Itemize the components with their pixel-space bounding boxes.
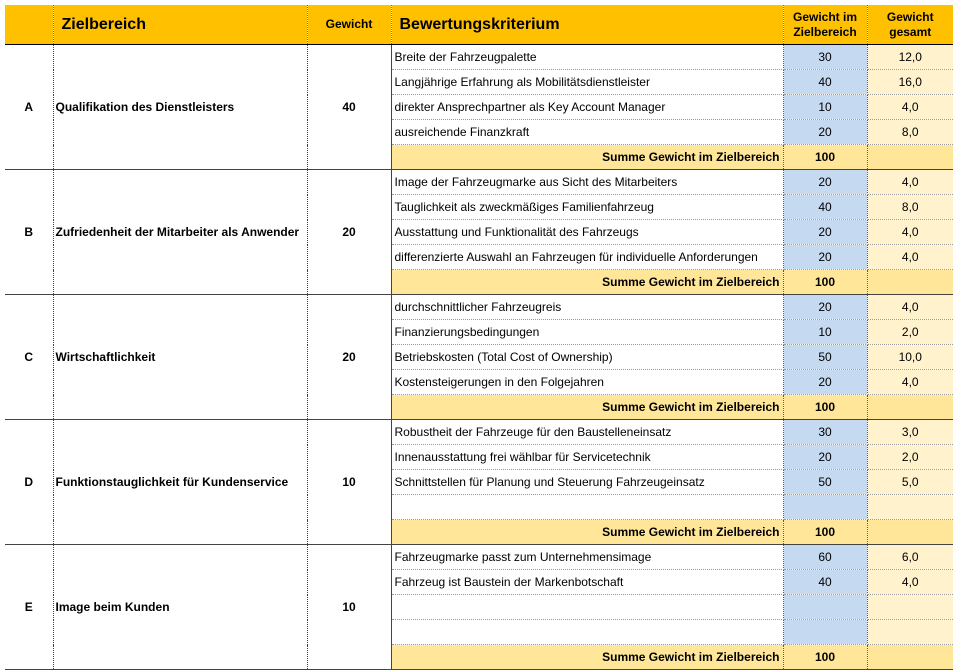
group-letter[interactable]: E <box>5 545 53 670</box>
weight-in-area-cell[interactable]: 20 <box>783 170 867 195</box>
weight-in-area-cell[interactable]: 40 <box>783 570 867 595</box>
weight-in-area-cell[interactable]: 40 <box>783 70 867 95</box>
weight-in-area-cell[interactable]: 20 <box>783 220 867 245</box>
criterion-cell[interactable]: Langjährige Erfahrung als Mobilitätsdienstleister <box>391 70 783 95</box>
weight-in-area-cell[interactable]: 20 <box>783 445 867 470</box>
weight-in-area-cell[interactable] <box>783 620 867 645</box>
weight-total-cell[interactable] <box>867 595 953 620</box>
group-zielbereich[interactable]: Wirtschaftlichkeit <box>53 295 307 420</box>
header-gewicht[interactable]: Gewicht <box>307 5 391 45</box>
header-row <box>5 5 953 45</box>
weight-total-cell[interactable]: 8,0 <box>867 120 953 145</box>
criterion-row <box>5 420 953 445</box>
sum-total-cell[interactable] <box>867 270 953 295</box>
sum-label[interactable]: Summe Gewicht im Zielbereich <box>391 645 783 670</box>
criterion-cell[interactable]: Fahrzeug ist Baustein der Markenbotschaft <box>391 570 783 595</box>
group-letter[interactable]: D <box>5 420 53 545</box>
weight-total-cell[interactable]: 2,0 <box>867 445 953 470</box>
group-gewicht[interactable]: 20 <box>307 295 391 420</box>
weight-total-cell[interactable]: 4,0 <box>867 220 953 245</box>
group-gewicht[interactable]: 20 <box>307 170 391 295</box>
sum-value[interactable]: 100 <box>783 645 867 670</box>
criterion-cell[interactable] <box>391 620 783 645</box>
criterion-cell[interactable]: Tauglichkeit als zweckmäßiges Familienfahrzeug <box>391 195 783 220</box>
group-letter[interactable]: C <box>5 295 53 420</box>
criterion-row <box>5 545 953 570</box>
criterion-cell[interactable]: ausreichende Finanzkraft <box>391 120 783 145</box>
sum-label[interactable]: Summe Gewicht im Zielbereich <box>391 145 783 170</box>
weight-total-cell[interactable]: 4,0 <box>867 570 953 595</box>
criterion-cell[interactable]: Schnittstellen für Planung und Steuerung Fahrzeugeinsatz <box>391 470 783 495</box>
weight-total-cell[interactable] <box>867 495 953 520</box>
weight-total-cell[interactable]: 16,0 <box>867 70 953 95</box>
criterion-cell[interactable]: Image der Fahrzeugmarke aus Sicht des Mitarbeiters <box>391 170 783 195</box>
header-zielbereich[interactable]: Zielbereich <box>53 5 307 45</box>
weight-total-cell[interactable]: 4,0 <box>867 95 953 120</box>
sum-value[interactable]: 100 <box>783 520 867 545</box>
criterion-cell[interactable]: differenzierte Auswahl an Fahrzeugen für individuelle Anforderungen <box>391 245 783 270</box>
weight-in-area-cell[interactable]: 30 <box>783 45 867 70</box>
sum-label[interactable]: Summe Gewicht im Zielbereich <box>391 270 783 295</box>
weighting-sheet <box>5 5 953 670</box>
sum-total-cell[interactable] <box>867 520 953 545</box>
weight-in-area-cell[interactable]: 60 <box>783 545 867 570</box>
criterion-cell[interactable]: Kostensteigerungen in den Folgejahren <box>391 370 783 395</box>
criterion-cell[interactable]: Betriebskosten (Total Cost of Ownership) <box>391 345 783 370</box>
weight-total-cell[interactable]: 2,0 <box>867 320 953 345</box>
criterion-row <box>5 295 953 320</box>
criterion-cell[interactable]: Robustheit der Fahrzeuge für den Baustelleneinsatz <box>391 420 783 445</box>
weight-total-cell[interactable]: 8,0 <box>867 195 953 220</box>
group-zielbereich[interactable]: Funktionstauglichkeit für Kundenservice <box>53 420 307 545</box>
group-zielbereich[interactable]: Zufriedenheit der Mitarbeiter als Anwender <box>53 170 307 295</box>
weight-total-cell[interactable]: 10,0 <box>867 345 953 370</box>
group-letter[interactable]: B <box>5 170 53 295</box>
group-letter[interactable]: A <box>5 45 53 170</box>
weight-total-cell[interactable]: 12,0 <box>867 45 953 70</box>
group-zielbereich[interactable]: Qualifikation des Dienstleisters <box>53 45 307 170</box>
criterion-cell[interactable]: Innenausstattung frei wählbar für Servicetechnik <box>391 445 783 470</box>
criterion-cell[interactable]: direkter Ansprechpartner als Key Account Manager <box>391 95 783 120</box>
weight-total-cell[interactable]: 6,0 <box>867 545 953 570</box>
weight-in-area-cell[interactable]: 20 <box>783 370 867 395</box>
group-gewicht[interactable]: 10 <box>307 545 391 670</box>
weight-in-area-cell[interactable]: 40 <box>783 195 867 220</box>
weight-in-area-cell[interactable]: 10 <box>783 320 867 345</box>
weight-total-cell[interactable]: 4,0 <box>867 170 953 195</box>
sum-total-cell[interactable] <box>867 645 953 670</box>
weight-total-cell[interactable] <box>867 620 953 645</box>
weight-total-cell[interactable]: 4,0 <box>867 295 953 320</box>
sum-value[interactable]: 100 <box>783 270 867 295</box>
weight-total-cell[interactable]: 3,0 <box>867 420 953 445</box>
header-letter[interactable] <box>5 5 53 45</box>
group-gewicht[interactable]: 10 <box>307 420 391 545</box>
weight-total-cell[interactable]: 4,0 <box>867 245 953 270</box>
weight-in-area-cell[interactable]: 20 <box>783 245 867 270</box>
criterion-cell[interactable]: Ausstattung und Funktionalität des Fahrzeugs <box>391 220 783 245</box>
header-kriterium[interactable]: Bewertungskriterium <box>391 5 783 45</box>
criterion-cell[interactable] <box>391 595 783 620</box>
criterion-cell[interactable]: Fahrzeugmarke passt zum Unternehmensimage <box>391 545 783 570</box>
criterion-cell[interactable]: Breite der Fahrzeugpalette <box>391 45 783 70</box>
group-zielbereich[interactable]: Image beim Kunden <box>53 545 307 670</box>
weight-in-area-cell[interactable]: 20 <box>783 295 867 320</box>
sum-total-cell[interactable] <box>867 395 953 420</box>
weight-in-area-cell[interactable] <box>783 495 867 520</box>
evaluation-table <box>5 5 953 670</box>
header-gewicht-gesamt[interactable]: Gewicht gesamt <box>867 5 953 45</box>
weight-total-cell[interactable]: 5,0 <box>867 470 953 495</box>
weight-in-area-cell[interactable]: 50 <box>783 470 867 495</box>
weight-in-area-cell[interactable]: 30 <box>783 420 867 445</box>
header-gewicht-zielbereich[interactable]: Gewicht im Zielbereich <box>783 5 867 45</box>
criterion-row <box>5 45 953 70</box>
criterion-row <box>5 170 953 195</box>
weight-in-area-cell[interactable]: 10 <box>783 95 867 120</box>
criterion-cell[interactable]: durchschnittlicher Fahrzeugreis <box>391 295 783 320</box>
weight-in-area-cell[interactable]: 50 <box>783 345 867 370</box>
sum-value[interactable]: 100 <box>783 395 867 420</box>
weight-in-area-cell[interactable]: 20 <box>783 120 867 145</box>
group-gewicht[interactable]: 40 <box>307 45 391 170</box>
sum-value[interactable]: 100 <box>783 145 867 170</box>
sum-total-cell[interactable] <box>867 145 953 170</box>
weight-total-cell[interactable]: 4,0 <box>867 370 953 395</box>
criterion-cell[interactable] <box>391 495 783 520</box>
sum-label[interactable]: Summe Gewicht im Zielbereich <box>391 395 783 420</box>
criterion-cell[interactable]: Finanzierungsbedingungen <box>391 320 783 345</box>
weight-in-area-cell[interactable] <box>783 595 867 620</box>
sum-label[interactable]: Summe Gewicht im Zielbereich <box>391 520 783 545</box>
